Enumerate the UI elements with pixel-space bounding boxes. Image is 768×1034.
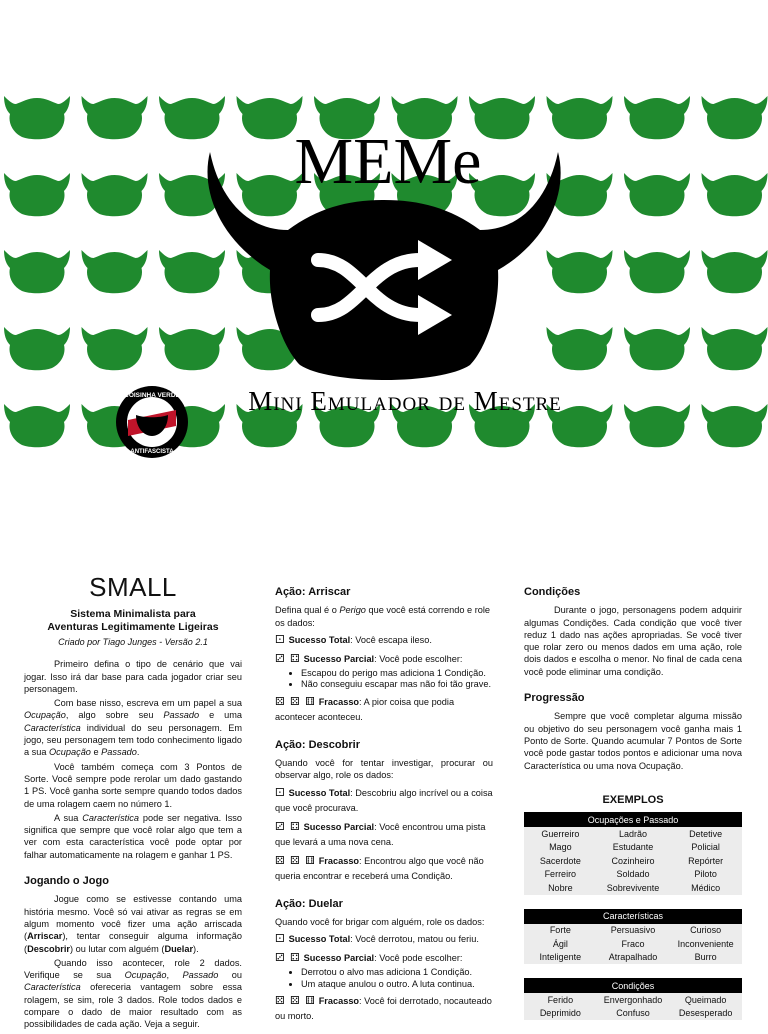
table-row (524, 1007, 742, 1021)
table-cell: Ladrão (597, 827, 670, 841)
table-cell: Policial (669, 841, 742, 855)
green-mask-icon (624, 173, 690, 216)
table-cell: Inteligente (524, 951, 597, 965)
green-mask-icon (82, 327, 148, 370)
table-header: Ocupações e Passado (524, 812, 742, 827)
heading-condicoes: Condições (524, 586, 581, 598)
play-paragraph: Jogue como se estivesse contando uma história mesmo. Você só vai ativar as regras se em algum momento você fizer uma ação arriscada (Arriscar), tentar conseguir alguma informação (Descobrir) ou lutar com alguém (Duelar). (24, 894, 242, 954)
table-row (524, 868, 742, 882)
table-row (524, 951, 742, 965)
green-mask-icon (159, 96, 225, 139)
table-cell: Persuasivo (597, 924, 670, 938)
table-row (524, 993, 742, 1007)
character-paragraph: Com base nisso, escreva em um papel a sua Ocupação, algo sobre seu Passado e uma Característica individual do seu personagem. Em jogo, seu personagem tem todo conhecimento ligado a sua Ocupação e Passado. (24, 698, 242, 758)
green-mask-icon (4, 96, 70, 139)
list-item: • Não conseguiu escapar mas não foi tão grave. (301, 679, 493, 691)
table-cell: Sacerdote (524, 854, 597, 868)
table-cell: Cozinheiro (597, 854, 670, 868)
dice-icon: ⚂ ⚃ (275, 819, 301, 833)
duelar-total: ⚀ Sucesso Total: Você derrotou, matou ou feriu. (275, 932, 479, 946)
green-mask-icon (159, 250, 225, 293)
cover-banner (0, 80, 768, 460)
table-cell: Guerreiro (524, 827, 597, 841)
dice-icon: ⚀ (275, 632, 286, 646)
table-cell: Repórter (669, 854, 742, 868)
luck-paragraph: Você também começa com 3 Pontos de Sorte. Você sempre pode rerolar um dado gastando 1 PS. Você ganha sorte sempre quando todos dados de uma rolagem caem no número 1. (24, 761, 242, 809)
table-cell: Médico (669, 881, 742, 895)
green-mask-icon (237, 173, 303, 216)
heading-arriscar: Ação: Arriscar (275, 586, 351, 598)
green-mask-icon (4, 173, 70, 216)
duelar-fracasso: ⚄ ⚄ ⚅ Fracasso: Você foi derrotado, nocauteado ou morto. (275, 994, 492, 1022)
column-actions (275, 568, 493, 1024)
green-mask-icon (82, 173, 148, 216)
system-subtitle-1: Sistema Minimalista para (70, 608, 196, 620)
table-row (524, 854, 742, 868)
duelar-options (275, 967, 493, 990)
table-ocupacoes (524, 812, 742, 895)
duelar-parcial: ⚂ ⚃ Sucesso Parcial: Você pode escolher: (275, 951, 463, 965)
table-row (524, 937, 742, 951)
antifascist-badge (116, 386, 188, 458)
green-mask-icon (82, 96, 148, 139)
descobrir-total: ⚀ Sucesso Total: Descobriu algo incrível ou a coisa que você procurava. (275, 785, 493, 813)
badge-top-text: COISINHA VERDE (124, 392, 180, 399)
heading-progressao: Progressão (524, 692, 585, 705)
green-mask-icon (702, 327, 768, 370)
green-mask-icon (547, 250, 613, 293)
table-cell: Burro (669, 951, 742, 965)
system-title: SMALL (89, 572, 177, 602)
green-mask-icon (624, 250, 690, 293)
dice-icon: ⚄ ⚄ ⚅ (275, 694, 316, 708)
cover-title: MEMe (294, 125, 482, 198)
table-cell: Estudante (597, 841, 670, 855)
heading-descobrir: Ação: Descobrir (275, 738, 360, 751)
table-cell: Confuso (597, 1007, 670, 1021)
table-cell: Nobre (524, 881, 597, 895)
table-condicoes (524, 978, 742, 1020)
list-item: • Um ataque anulou o outro. A luta continua. (301, 979, 493, 991)
green-mask-icon (547, 327, 613, 370)
green-mask-icon (547, 96, 613, 139)
table-cell: Ágil (524, 937, 597, 951)
table-cell: Ferreiro (524, 868, 597, 882)
table-cell: Ferido (524, 993, 597, 1007)
table-cell: Deprimido (524, 1007, 597, 1021)
green-mask-icon (702, 173, 768, 216)
dice-icon: ⚄ ⚄ ⚅ (275, 853, 316, 867)
green-mask-icon (237, 96, 303, 139)
column-rules-examples (524, 568, 742, 1034)
descobrir-fracasso: ⚄ ⚄ ⚅ Fracasso: Encontrou algo que você não queria encontrar e receberá uma Condição. (275, 853, 484, 881)
dice-icon: ⚂ ⚃ (275, 651, 301, 665)
table-cell: Atrapalhado (597, 951, 670, 965)
dice-icon: ⚂ ⚃ (275, 951, 301, 965)
arriscar-options (275, 668, 493, 691)
green-mask-icon (702, 96, 768, 139)
arriscar-total: ⚀ Sucesso Total: Você escapa ileso. (275, 632, 432, 646)
system-subtitle-2: Aventuras Legitimamente Ligeiras (47, 621, 219, 633)
table-row (524, 924, 742, 938)
table-cell: Piloto (669, 868, 742, 882)
green-mask-icon (159, 327, 225, 370)
table-header: Características (524, 909, 742, 924)
column-intro (24, 568, 242, 1033)
dice-icon: ⚀ (275, 785, 286, 799)
intro-paragraph: Primeiro defina o tipo de cenário que vai jogar. Isso irá dar base para cada jogador criar seu personagem. (24, 659, 242, 694)
table-cell: Curioso (669, 924, 742, 938)
roll-paragraph: Quando isso acontecer, role 2 dados. Verifique se sua Ocupação, Passado ou Característica ofereceria vantagem sobre essa rolagem, se sim, role 3 dados. Role todos dados e compare o dado de maior resultado com as possibilidades de cada ação. Veja a seguir. (24, 957, 242, 1030)
table-caracteristicas (524, 909, 742, 965)
descobrir-intro: Quando você for tentar investigar, procurar ou observar algo, role os dados: (275, 758, 493, 781)
green-mask-icon (624, 404, 690, 447)
green-mask-icon (4, 250, 70, 293)
table-row (524, 881, 742, 895)
credit-line: Criado por Tiago Junges - Versão 2.1 (58, 637, 208, 647)
green-mask-icon (624, 96, 690, 139)
dice-icon: ⚀ (275, 932, 286, 946)
table-cell: Mago (524, 841, 597, 855)
table-cell: Queimado (669, 993, 742, 1007)
examples-title: EXEMPLOS (602, 793, 664, 806)
progressao-paragraph: Sempre que você completar alguma missão ou objetivo do seu personagem você ganha mais 1 Ponto de Sorte. Quando acumular 7 Pontos de Sorte você pode gastar todos pontos e adicionar uma nova Característica ou uma nova Ocupação. (524, 711, 742, 771)
table-row (524, 827, 742, 841)
arriscar-fracasso: ⚄ ⚄ ⚅ Fracasso: A pior coisa que podia acontecer aconteceu. (275, 694, 455, 722)
negative-trait-paragraph: A sua Característica pode ser negativa. Isso significa que sempre que você rolar algo que tem a ver com esta característica você pode optar por falhar automaticamente na rolagem e ganhar 1 PS. (24, 812, 242, 860)
arriscar-intro: Defina qual é o Perigo que você está correndo e role os dados: (275, 605, 491, 628)
green-mask-icon (702, 404, 768, 447)
green-mask-icon (4, 327, 70, 370)
heading-jogando: Jogando o Jogo (24, 875, 109, 888)
table-cell: Forte (524, 924, 597, 938)
table-cell: Soldado (597, 868, 670, 882)
descobrir-parcial: ⚂ ⚃ Sucesso Parcial: Você encontrou uma pista que levará a uma nova cena. (275, 819, 486, 847)
duelar-intro: Quando você for brigar com alguém, role os dados: (275, 917, 485, 928)
table-row (524, 841, 742, 855)
table-header: Condições (524, 978, 742, 993)
badge-bottom-text: ANTIFASCISTA (130, 449, 174, 455)
table-cell: Detetive (669, 827, 742, 841)
table-cell: Envergonhado (597, 993, 670, 1007)
condicoes-paragraph: Durante o jogo, personagens podem adquirir algumas Condições. Cada condição que você tiver reduz 1 dado nas ações apropriadas. Se você tiver que rolar zero ou menos dados em uma ação, role dois dados e escolha o menor. No final de cada cena você pode eliminar uma condição. (524, 605, 742, 677)
cover-subtitle: Mini Emulador de Mestre (248, 386, 562, 416)
list-item: • Derrotou o alvo mas adiciona 1 Condição. (301, 967, 493, 979)
table-cell: Sobrevivente (597, 881, 670, 895)
table-cell: Inconveniente (669, 937, 742, 951)
green-mask-icon (624, 327, 690, 370)
table-cell: Fraco (597, 937, 670, 951)
green-mask-icon (702, 250, 768, 293)
arriscar-parcial: ⚂ ⚃ Sucesso Parcial: Você pode escolher: (275, 651, 463, 665)
green-mask-icon (4, 404, 70, 447)
table-cell: Desesperado (669, 1007, 742, 1021)
green-mask-icon (82, 250, 148, 293)
dice-icon: ⚄ ⚄ ⚅ (275, 994, 316, 1008)
heading-duelar: Ação: Duelar (275, 897, 343, 910)
list-item: • Escapou do perigo mas adiciona 1 Condição. (301, 668, 493, 680)
